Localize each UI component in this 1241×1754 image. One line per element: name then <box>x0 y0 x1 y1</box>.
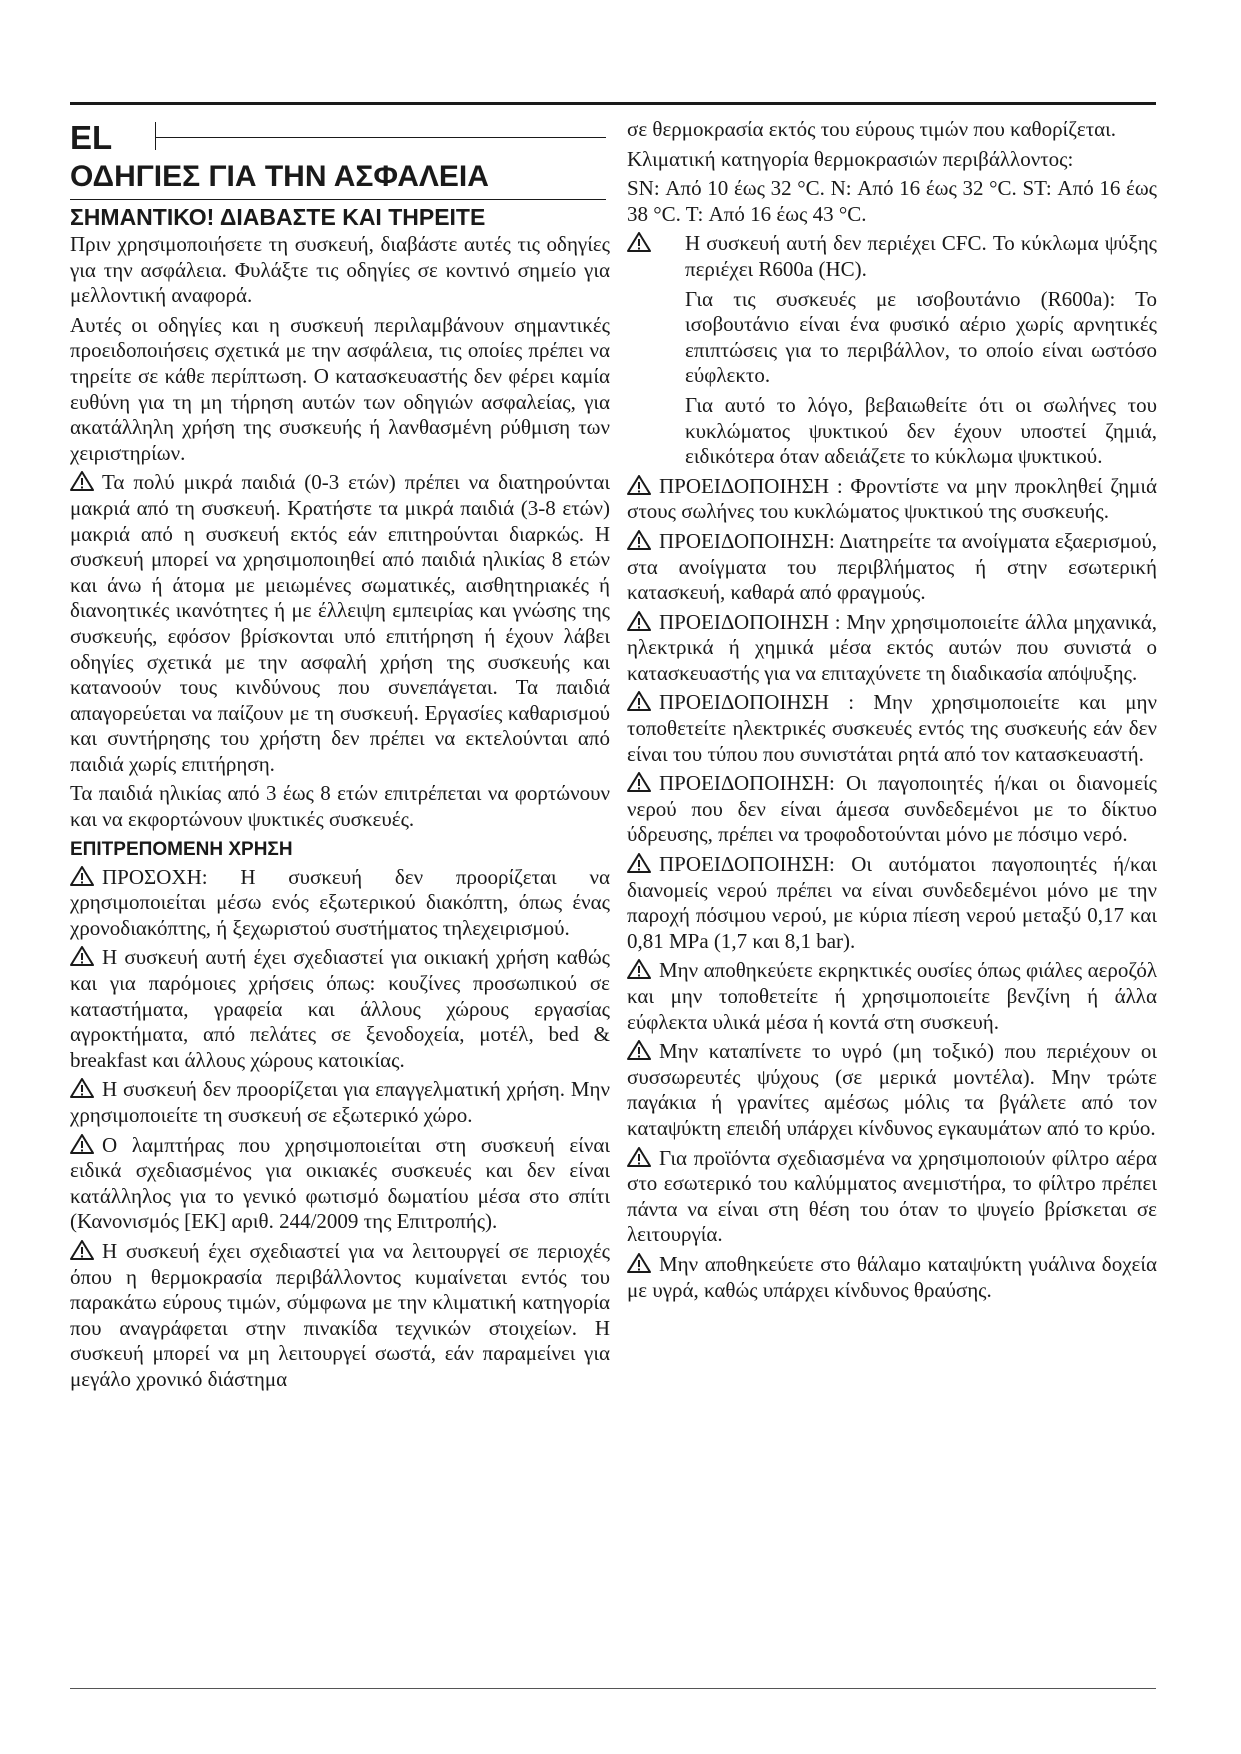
warning-text: ΠΡΟΕΙΔΟΠΟΙΗΣΗ: Οι παγοποιητές ή/και οι διανομείς νερού που δεν είναι άμεσα συνδεδεμένοι με το δίκτυο ύδρευσης, πρέπει να τροφοδοτούνται μόνο με πόσιμο νερό. <box>627 771 1157 847</box>
warning-triangle-icon <box>627 1253 651 1273</box>
paragraph: Πριν χρησιμοποιήσετε τη συσκευή, διαβάστε αυτές τις οδηγίες για την ασφάλεια. Φυλάξτε τις οδηγίες σε κοντινό σημείο για μελλοντική αναφορά. <box>70 232 610 308</box>
warning-paragraph <box>627 1252 1157 1303</box>
warning-text: ΠΡΟΕΙΔΟΠΟΙΗΣΗ: Διατηρείτε τα ανοίγματα εξαερισμού, στα ανοίγματα του περιβλήματος ή στην εσωτερική κατασκευή, καθαρά από φραγμούς. <box>627 528 1157 605</box>
warning-text: Η συσκευή έχει σχεδιαστεί για να λειτουργεί σε περιοχές όπου η θερμοκρασία περιβάλλοντος κυμαίνεται εντός του παρακάτω εύρους τιμών, σύμφωνα με την κλιματική κατηγορία που αναγράφεται στην πινακίδα τεχνικών στοιχείων. Η συσκευή μπορεί να μη λειτουργεί σωστά, εάν παραμείνει για μεγάλο χρονικό διάστημα <box>70 1238 610 1391</box>
left-column <box>70 232 610 1397</box>
warning-text: ΠΡΟΕΙΔΟΠΟΙΗΣΗ : Μην χρησιμοποιείτε και μην τοποθετείτε ηλεκτρικές συσκευές εντός της συσκευής εάν δεν είναι του τύπου που συνιστάται ρητά από τον κατασκευαστή. <box>627 690 1157 766</box>
warning-paragraph <box>627 852 1157 954</box>
warning-text: Για προϊόντα σχεδιασμένα να χρησιμοποιούν φίλτρο αέρα στο εσωτερικό του καλύμματος ανεμιστήρα, το φίλτρο πρέπει πάντα να είναι στη θέση του όταν το ψυγείο βρίσκεται σε λειτουργία. <box>627 1145 1157 1247</box>
warning-paragraph <box>70 1077 610 1128</box>
warning-paragraph <box>70 1133 610 1235</box>
warning-triangle-icon <box>70 946 94 966</box>
warning-paragraph <box>627 529 1157 606</box>
page-subtitle: ΣΗΜΑΝΤΙΚΟ! ΔΙΑΒΑΣΤΕ ΚΑΙ ΤΗΡΕΙΤΕ <box>70 204 486 230</box>
warning-text: ΠΡΟΕΙΔΟΠΟΙΗΣΗ : Μην χρησιμοποιείτε άλλα μηχανικά, ηλεκτρικά ή χημικά μέσα εκτός αυτών που συνιστά ο κατασκευαστής για να επιταχύνετε τη διαδικασία απόψυξης. <box>627 609 1157 685</box>
language-line <box>155 137 606 138</box>
right-column <box>627 117 1157 1307</box>
warning-text: Τα πολύ μικρά παιδιά (0-3 ετών) πρέπει να διατηρούνται μακριά από τη συσκευή. Κρατήστε τα μικρά παιδιά (3-8 ετών) μακριά από η συσκευή εκτός εάν επιτηρούνται διαρκώς. Η συσκευή μπορεί να χρησιμοποιηθεί από παιδιά ηλικίας 8 ετών και άνω ή άτομα με μειωμένες σωματικές, αισθητηριακές ή διανοητικές ικανότητες ή με έλλειψη εμπειρίας και γνώσης της συσκευής, εφόσον βρίσκονται υπό επιτήρηση ή έχουν λάβει οδηγίες σχετικά με την ασφαλή χρήση της συσκευής και κατανοούν τους κινδύνους που συνεπάγεται. Τα παιδιά απαγορεύεται να παίζουν με τη συσκευή. Εργασίες καθαρισμού και συντήρησης του χρήστη δεν πρέπει να εκτελούνται από παιδιά χωρίς επιτήρηση. <box>70 470 610 776</box>
warning-triangle-icon <box>627 691 651 711</box>
refrigerant-text <box>685 231 1157 473</box>
warning-triangle-icon <box>70 866 94 886</box>
warning-triangle-icon <box>627 1040 651 1060</box>
warning-paragraph <box>627 1039 1157 1141</box>
warning-triangle-icon <box>627 530 651 550</box>
warning-triangle-icon <box>70 1134 94 1154</box>
warning-triangle-icon <box>627 475 651 495</box>
warning-text: Μην αποθηκεύετε στο θάλαμο καταψύκτη γυάλινα δοχεία με υγρά, καθώς υπάρχει κίνδυνος θραύσης. <box>627 1251 1157 1302</box>
warning-text: ΠΡΟΕΙΔΟΠΟΙΗΣΗ : Φροντίστε να μην προκληθεί ζημιά στους σωλήνες του κυκλώματος ψυκτικού της συσκευής. <box>627 473 1157 524</box>
warning-paragraph <box>70 945 610 1073</box>
paragraph: Τα παιδιά ηλικίας από 3 έως 8 ετών επιτρέπεται να φορτώνουν και να εκφορτώνουν ψυκτικές συσκευές. <box>70 781 610 832</box>
warning-triangle-icon <box>627 959 651 979</box>
paragraph: Για αυτό το λόγο, βεβαιωθείτε ότι οι σωλήνες του κυκλώματος ψυκτικού δεν έχουν υποστεί ζημιά, ειδικότερα όταν αδειάζετε το κύκλωμα ψυκτικού. <box>685 392 1157 469</box>
warning-text: Μην καταπίνετε το υγρό (μη τοξικό) που περιέχουν οι συσσωρευτές ψύχους (σε μερικά μοντέλα). Μην τρώτε παγάκια ή γρανίτες αμέσως μόλις τα βγάλετε από τον καταψύκτη επειδή υπάρχει κίνδυνος εγκαυμάτων από το κρύο. <box>627 1039 1157 1140</box>
warning-paragraph <box>627 1146 1157 1248</box>
warning-paragraph <box>70 470 610 777</box>
paragraph: Αυτές οι οδηγίες και η συσκευή περιλαμβάνουν σημαντικές προειδοποιήσεις σχετικά με την ασφάλεια, τις οποίες πρέπει να τηρείτε σε κάθε περίπτωση. Ο κατασκευαστής δεν φέρει καμία ευθύνη για τη μη τήρηση αυτών των οδηγιών ασφαλείας, για ακατάλληλη χρήση της συσκευής ή λανθασμένη ρύθμιση των χειριστηρίων. <box>70 312 610 465</box>
warning-paragraph <box>627 690 1157 767</box>
warning-text: Η συσκευή αυτή έχει σχεδιαστεί για οικιακή χρήση καθώς και για παρόμοιες χρήσεις όπως: κουζίνες προσωπικού σε καταστήματα, γραφεία και άλλους χώρους εργασίας αγροκτήματα, από πελάτες σε ξενοδοχεία, μοτέλ, bed & breakfast και άλλους χώρους κατοικίας. <box>70 945 610 1072</box>
climate-classes: SN: Από 10 έως 32 °C. N: Από 16 έως 32 °C. ST: Από 16 έως 38 °C. T: Από 16 έως 43 °C. <box>627 176 1157 226</box>
warning-text: ΠΡΟΣΟΧΗ: Η συσκευή δεν προορίζεται να χρησιμοποιείται μέσω ενός εξωτερικού διακόπτη, όπως ένας χρονοδιακόπτης, ή ξεχωριστού συστήματος τηλεχειρισμού. <box>70 864 610 940</box>
warning-text: Ο λαμπτήρας που χρησιμοποιείται στη συσκευή είναι ειδικά σχεδιασμένος για οικιακές συσκευές και δεν είναι κατάλληλος για το γενικό φωτισμό δωματίου μέσα στο σπίτι (Κανονισμός [ΕΚ] αριθ. 244/2009 της Επιτροπής). <box>70 1132 610 1234</box>
refrigerant-block <box>627 231 1157 473</box>
warning-triangle-icon <box>627 853 651 873</box>
paragraph: Η συσκευή αυτή δεν περιέχει CFC. Το κύκλωμα ψύξης περιέχει R600a (HC). <box>685 231 1157 281</box>
warning-triangle-icon <box>70 1078 94 1098</box>
warning-triangle-icon <box>627 611 651 631</box>
warning-triangle-icon <box>627 232 651 252</box>
warning-text: Η συσκευή δεν προορίζεται για επαγγελματική χρήση. Μην χρησιμοποιείτε τη συσκευή σε εξωτερικό χώρο. <box>70 1077 610 1127</box>
warning-triangle-icon <box>70 471 94 491</box>
warning-paragraph <box>627 474 1157 525</box>
warning-paragraph <box>627 771 1157 848</box>
warning-triangle-icon <box>70 1240 94 1260</box>
warning-icon-cell <box>627 231 685 473</box>
bottom-rule <box>70 1688 1156 1689</box>
top-rule <box>70 102 1156 105</box>
title-rule <box>70 199 606 200</box>
paragraph: Για τις συσκευές με ισοβουτάνιο (R600a): Το ισοβουτάνιο είναι ένα φυσικό αέριο χωρίς αρνητικές επιπτώσεις για το περιβάλλον, το οποίο είναι ωστόσο εύφλεκτο. <box>685 286 1157 388</box>
warning-triangle-icon <box>627 772 651 792</box>
warning-triangle-icon <box>627 1147 651 1167</box>
warning-paragraph <box>627 610 1157 687</box>
paragraph: Κλιματική κατηγορία θερμοκρασιών περιβάλλοντος: <box>627 146 1074 171</box>
warning-text: Μην αποθηκεύετε εκρηκτικές ουσίες όπως φιάλες αεροζόλ και μην τοποθετείτε ή χρησιμοποιείτε βενζίνη ή άλλα εύφλεκτα υλικά μέσα ή κοντά στη συσκευή. <box>627 958 1157 1034</box>
warning-paragraph <box>70 865 610 942</box>
warning-text: ΠΡΟΕΙΔΟΠΟΙΗΣΗ: Οι αυτόματοι παγοποιητές ή/και διανομείς νερού πρέπει να είναι συνδεδεμένοι μόνο με την παροχή πόσιμου νερού, με κύρια πίεση νερού μεταξύ 0,17 και 0,81 MPa (1,7 και 8,1 bar). <box>627 852 1157 953</box>
language-marker <box>70 118 606 158</box>
page-title: ΟΔΗΓΙΕΣ ΓΙΑ ΤΗΝ ΑΣΦΑΛΕΙΑ <box>70 160 489 193</box>
warning-paragraph <box>70 1239 610 1393</box>
paragraph: σε θερμοκρασία εκτός του εύρους τιμών που καθορίζεται. <box>627 117 1117 141</box>
language-code: EL <box>70 119 113 156</box>
warning-paragraph <box>627 958 1157 1035</box>
language-tick <box>155 122 156 150</box>
section-heading: ΕΠΙΤΡΕΠΟΜΕΝΗ ΧΡΗΣΗ <box>70 838 293 860</box>
